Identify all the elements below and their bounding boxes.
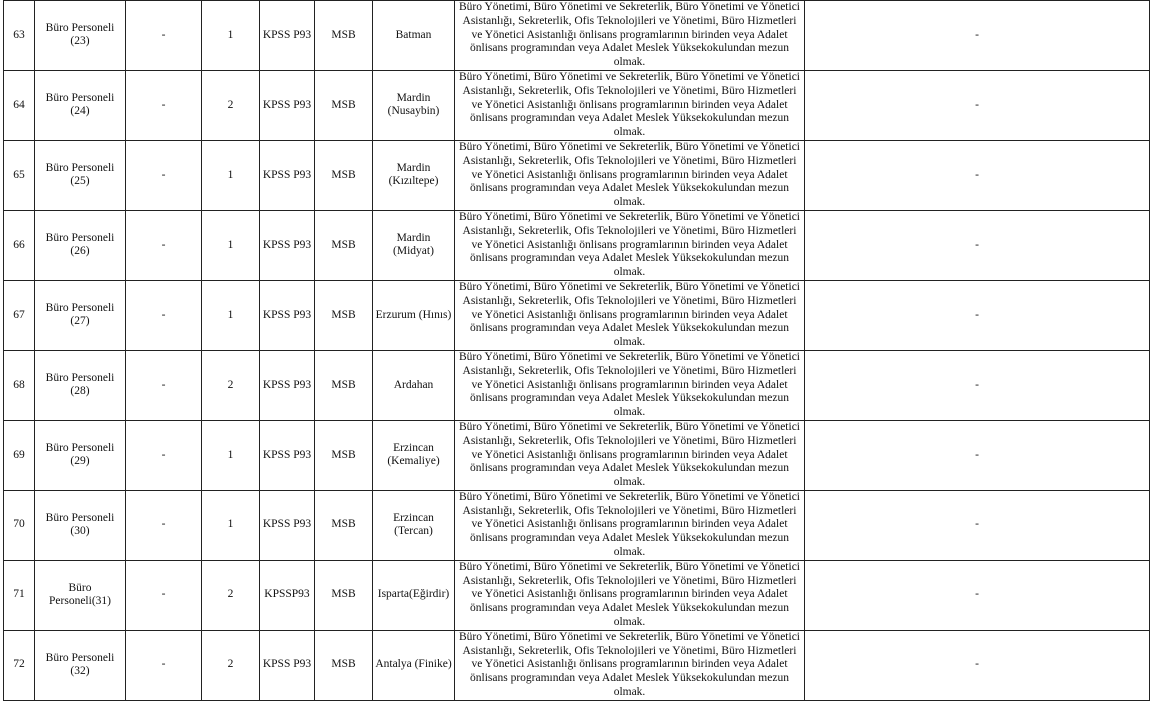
row-number-cell: 64 xyxy=(4,70,35,140)
position-title-cell: Büro Personeli (23) xyxy=(35,1,126,71)
institution-cell: MSB xyxy=(315,490,373,560)
table-row xyxy=(4,280,1150,350)
staff-positions-table xyxy=(3,0,1150,701)
exam-type-cell: KPSS P93 xyxy=(260,210,315,280)
location-cell: Erzurum (Hınıs) xyxy=(373,280,455,350)
position-title-cell: Büro Personeli(31) xyxy=(35,560,126,630)
position-title-cell: Büro Personeli (25) xyxy=(35,140,126,210)
position-count-cell: 1 xyxy=(202,420,260,490)
exam-type-cell: KPSS P93 xyxy=(260,420,315,490)
qualification-cell: Büro Yönetimi, Büro Yönetimi ve Sekreterlik, Büro Yönetimi ve Yönetici Asistanlığı, Sekreterlik, Ofis Teknolojileri ve Yönetimi, Büro Hizmetleri ve Yönetici Asistanlığı önlisans programlarının birinden veya Adalet önlisans programından veya Adalet Meslek Yüksekokulundan mezun olmak. xyxy=(455,490,805,560)
notes-cell: - xyxy=(805,70,1150,140)
dash-cell: - xyxy=(126,70,202,140)
row-number-cell: 70 xyxy=(4,490,35,560)
position-count-cell: 2 xyxy=(202,70,260,140)
table-row xyxy=(4,210,1150,280)
table-row xyxy=(4,1,1150,71)
row-number-cell: 66 xyxy=(4,210,35,280)
institution-cell: MSB xyxy=(315,560,373,630)
location-cell: Batman xyxy=(373,1,455,71)
dash-cell: - xyxy=(126,630,202,700)
dash-cell: - xyxy=(126,280,202,350)
exam-type-cell: KPSS P93 xyxy=(260,490,315,560)
row-number-cell: 67 xyxy=(4,280,35,350)
position-count-cell: 1 xyxy=(202,280,260,350)
notes-cell: - xyxy=(805,1,1150,71)
institution-cell: MSB xyxy=(315,420,373,490)
exam-type-cell: KPSS P93 xyxy=(260,350,315,420)
position-count-cell: 1 xyxy=(202,210,260,280)
location-cell: Mardin (Midyat) xyxy=(373,210,455,280)
table-row xyxy=(4,490,1150,560)
notes-cell: - xyxy=(805,280,1150,350)
row-number-cell: 65 xyxy=(4,140,35,210)
location-cell: Antalya (Finike) xyxy=(373,630,455,700)
exam-type-cell: KPSS P93 xyxy=(260,140,315,210)
exam-type-cell: KPSS P93 xyxy=(260,1,315,71)
notes-cell: - xyxy=(805,140,1150,210)
exam-type-cell: KPSS P93 xyxy=(260,630,315,700)
row-number-cell: 63 xyxy=(4,1,35,71)
position-title-cell: Büro Personeli (26) xyxy=(35,210,126,280)
position-count-cell: 2 xyxy=(202,630,260,700)
row-number-cell: 68 xyxy=(4,350,35,420)
dash-cell: - xyxy=(126,490,202,560)
position-count-cell: 1 xyxy=(202,490,260,560)
position-title-cell: Büro Personeli (32) xyxy=(35,630,126,700)
qualification-cell: Büro Yönetimi, Büro Yönetimi ve Sekreterlik, Büro Yönetimi ve Yönetici Asistanlığı, Sekreterlik, Ofis Teknolojileri ve Yönetimi, Büro Hizmetleri ve Yönetici Asistanlığı önlisans programlarının birinden veya Adalet önlisans programından veya Adalet Meslek Yüksekokulundan mezun olmak. xyxy=(455,140,805,210)
institution-cell: MSB xyxy=(315,350,373,420)
table-row xyxy=(4,140,1150,210)
institution-cell: MSB xyxy=(315,70,373,140)
qualification-cell: Büro Yönetimi, Büro Yönetimi ve Sekreterlik, Büro Yönetimi ve Yönetici Asistanlığı, Sekreterlik, Ofis Teknolojileri ve Yönetimi, Büro Hizmetleri ve Yönetici Asistanlığı önlisans programlarının birinden veya Adalet önlisans programından veya Adalet Meslek Yüksekokulundan mezun olmak. xyxy=(455,630,805,700)
qualification-cell: Büro Yönetimi, Büro Yönetimi ve Sekreterlik, Büro Yönetimi ve Yönetici Asistanlığı, Sekreterlik, Ofis Teknolojileri ve Yönetimi, Büro Hizmetleri ve Yönetici Asistanlığı önlisans programlarının birinden veya Adalet önlisans programından veya Adalet Meslek Yüksekokulundan mezun olmak. xyxy=(455,350,805,420)
exam-type-cell: KPSS P93 xyxy=(260,280,315,350)
institution-cell: MSB xyxy=(315,140,373,210)
institution-cell: MSB xyxy=(315,280,373,350)
table-row xyxy=(4,350,1150,420)
row-number-cell: 72 xyxy=(4,630,35,700)
location-cell: Isparta(Eğirdir) xyxy=(373,560,455,630)
dash-cell: - xyxy=(126,560,202,630)
notes-cell: - xyxy=(805,210,1150,280)
table-body xyxy=(4,1,1150,701)
position-count-cell: 1 xyxy=(202,140,260,210)
dash-cell: - xyxy=(126,1,202,71)
qualification-cell: Büro Yönetimi, Büro Yönetimi ve Sekreterlik, Büro Yönetimi ve Yönetici Asistanlığı, Sekreterlik, Ofis Teknolojileri ve Yönetimi, Büro Hizmetleri ve Yönetici Asistanlığı önlisans programlarının birinden veya Adalet önlisans programından veya Adalet Meslek Yüksekokulundan mezun olmak. xyxy=(455,560,805,630)
position-count-cell: 2 xyxy=(202,560,260,630)
notes-cell: - xyxy=(805,560,1150,630)
location-cell: Erzincan (Kemaliye) xyxy=(373,420,455,490)
dash-cell: - xyxy=(126,210,202,280)
qualification-cell: Büro Yönetimi, Büro Yönetimi ve Sekreterlik, Büro Yönetimi ve Yönetici Asistanlığı, Sekreterlik, Ofis Teknolojileri ve Yönetimi, Büro Hizmetleri ve Yönetici Asistanlığı önlisans programlarının birinden veya Adalet önlisans programından veya Adalet Meslek Yüksekokulundan mezun olmak. xyxy=(455,280,805,350)
qualification-cell: Büro Yönetimi, Büro Yönetimi ve Sekreterlik, Büro Yönetimi ve Yönetici Asistanlığı, Sekreterlik, Ofis Teknolojileri ve Yönetimi, Büro Hizmetleri ve Yönetici Asistanlığı önlisans programlarının birinden veya Adalet önlisans programından veya Adalet Meslek Yüksekokulundan mezun olmak. xyxy=(455,210,805,280)
dash-cell: - xyxy=(126,420,202,490)
notes-cell: - xyxy=(805,350,1150,420)
position-title-cell: Büro Personeli (29) xyxy=(35,420,126,490)
table-row xyxy=(4,560,1150,630)
notes-cell: - xyxy=(805,420,1150,490)
row-number-cell: 71 xyxy=(4,560,35,630)
exam-type-cell: KPSSP93 xyxy=(260,560,315,630)
table-row xyxy=(4,630,1150,700)
table-row xyxy=(4,70,1150,140)
institution-cell: MSB xyxy=(315,1,373,71)
qualification-cell: Büro Yönetimi, Büro Yönetimi ve Sekreterlik, Büro Yönetimi ve Yönetici Asistanlığı, Sekreterlik, Ofis Teknolojileri ve Yönetimi, Büro Hizmetleri ve Yönetici Asistanlığı önlisans programlarının birinden veya Adalet önlisans programından veya Adalet Meslek Yüksekokulundan mezun olmak. xyxy=(455,1,805,71)
table-row xyxy=(4,420,1150,490)
institution-cell: MSB xyxy=(315,630,373,700)
position-count-cell: 1 xyxy=(202,1,260,71)
position-count-cell: 2 xyxy=(202,350,260,420)
dash-cell: - xyxy=(126,140,202,210)
exam-type-cell: KPSS P93 xyxy=(260,70,315,140)
institution-cell: MSB xyxy=(315,210,373,280)
location-cell: Mardin (Kızıltepe) xyxy=(373,140,455,210)
notes-cell: - xyxy=(805,490,1150,560)
position-title-cell: Büro Personeli (27) xyxy=(35,280,126,350)
location-cell: Ardahan xyxy=(373,350,455,420)
position-title-cell: Büro Personeli (30) xyxy=(35,490,126,560)
notes-cell: - xyxy=(805,630,1150,700)
qualification-cell: Büro Yönetimi, Büro Yönetimi ve Sekreterlik, Büro Yönetimi ve Yönetici Asistanlığı, Sekreterlik, Ofis Teknolojileri ve Yönetimi, Büro Hizmetleri ve Yönetici Asistanlığı önlisans programlarının birinden veya Adalet önlisans programından veya Adalet Meslek Yüksekokulundan mezun olmak. xyxy=(455,70,805,140)
location-cell: Erzincan (Tercan) xyxy=(373,490,455,560)
position-title-cell: Büro Personeli (24) xyxy=(35,70,126,140)
row-number-cell: 69 xyxy=(4,420,35,490)
dash-cell: - xyxy=(126,350,202,420)
location-cell: Mardin (Nusaybin) xyxy=(373,70,455,140)
position-title-cell: Büro Personeli (28) xyxy=(35,350,126,420)
qualification-cell: Büro Yönetimi, Büro Yönetimi ve Sekreterlik, Büro Yönetimi ve Yönetici Asistanlığı, Sekreterlik, Ofis Teknolojileri ve Yönetimi, Büro Hizmetleri ve Yönetici Asistanlığı önlisans programlarının birinden veya Adalet önlisans programından veya Adalet Meslek Yüksekokulundan mezun olmak. xyxy=(455,420,805,490)
